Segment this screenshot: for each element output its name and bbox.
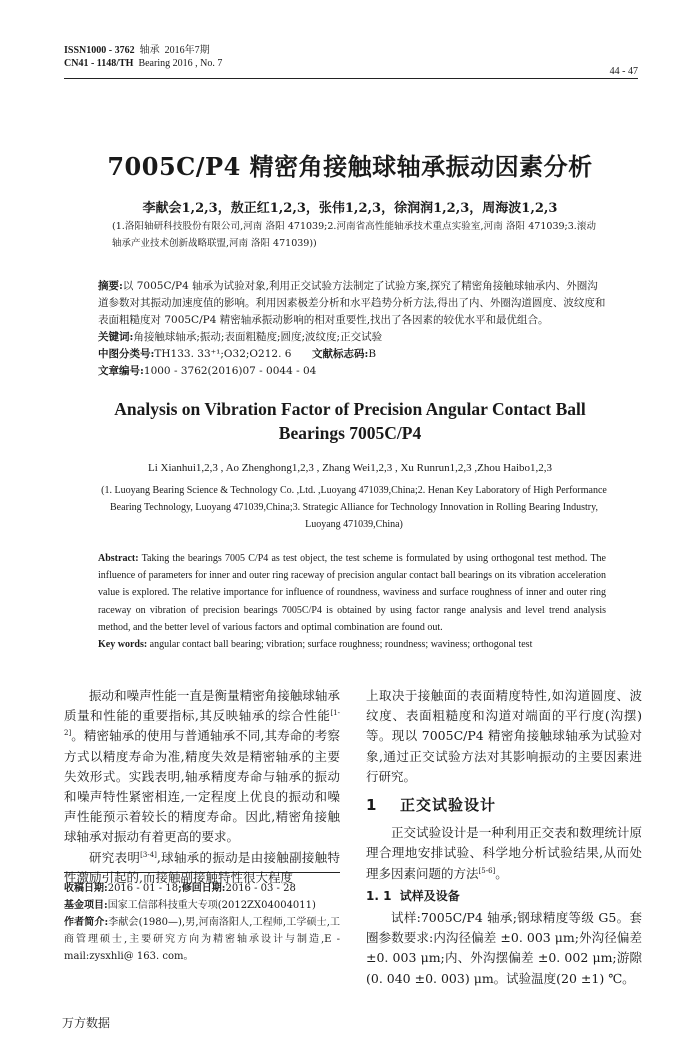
- intro-p2-text-a: 研究表明: [89, 849, 141, 865]
- intro-paragraph-1: [64, 686, 340, 848]
- title-en: Analysis on Vibration Factor of Precision Angular Contact Ball Bearings 7005C/P4: [114, 399, 586, 443]
- abstract-en-text: Taking the bearings 7005 C/P4 as test object, the test scheme is formulated by using orthogonal test method. The influence of parameters for inner and outer ring raceway of precision angular contact ball bearings on its vibration acceleration value is explored. The relative importance for influence of roundness, waviness and surface roughness of inner and outer ring raceway on vibration of precision bearings 7005C/P4 is obtained by using factor range analysis and level trend analysis method, and the better level of various factors and optimal combination are found out.: [98, 553, 606, 633]
- author-bio-label: 作者简介:: [64, 917, 109, 928]
- subsection-title: 试样及设备: [399, 888, 460, 903]
- specimen-paragraph: 试样:7005C/P4 轴承;钢球精度等级 G5。套圈参数要求:内沟径偏差 ±0. 003 μm;外沟径偏差 ±0. 003 μm;内、外沟摆偏差 ±0. 002 μm;游隙(0. 040 ±0. 003) μm。试验温度(20 ±1) ℃。: [366, 910, 642, 986]
- citation-5-6: [5-6]: [478, 866, 496, 875]
- abstract-en: [98, 550, 606, 653]
- affiliations-en: (1. Luoyang Bearing Science & Technology Co. ,Ltd. ,Luoyang 471039,China;2. Henan Key Laboratory of High Performance Bearing Technology, Luoyang 471039,China;3. Strategic Alliance for Technology Innovation in Rolling Bearing Industry, Luoyang 471039,China): [101, 485, 607, 530]
- doc-code: B: [368, 348, 377, 360]
- title-cn: 7005C/P4 精密角接触球轴承振动因素分析: [107, 152, 593, 181]
- received-date: 2016 - 01 - 18: [107, 883, 179, 894]
- abstract-cn-text: 以 7005C/P4 轴承为试验对象,利用正交试验方法制定了试验方案,探究了精密角接触球轴承内、外圈沟道参数对其振动加速度值的影响。利用因素极差分析和水平趋势分析方法,得出了内、外圈沟道圆度、波纹度和表面粗糙度对 7005C/P4 精密轴承振动影响的相对重要性,找出了各因素的较优水平和最优组合。: [98, 280, 606, 326]
- keywords-cn-label: 关键词:: [98, 331, 134, 343]
- section-heading-1: [366, 795, 642, 815]
- header-rule: [64, 78, 638, 79]
- subsection-number: 1. 1: [366, 888, 392, 903]
- article-number: 1000 - 3762(2016)07 - 0044 - 04: [143, 365, 317, 377]
- clc-number: TH133. 33⁺¹;O32;O212. 6: [154, 348, 292, 360]
- footnote: [64, 880, 340, 965]
- journal-name-cn: 轴承: [139, 45, 160, 56]
- keywords-en: angular contact ball bearing; vibration; surface roughness; roundness; waviness; orthogonal test: [149, 639, 533, 651]
- clc-label: 中图分类号:: [98, 348, 155, 360]
- journal-header: [64, 44, 222, 70]
- intro-paragraph-continued: 上取决于接触面的表面精度特性,如沟道圆度、波纹度、表面粗糙度和沟道对端面的平行度(沟摆)等。现以 7005C/P4 精密角接触球轴承为试验对象,通过正交试验方法对其影响振动的主要因素进行研究。: [366, 688, 642, 784]
- author-bio: 李献会(1980—),男,河南洛阳人,工程师,工学硕士,工商管理硕士,主要研究方向为精密轴承设计与制造,E - mail:zysxhli@ 163. com。: [64, 917, 340, 962]
- intro-p1-text-b: 。精密轴承的使用与普通轴承不同,其寿命的考察方式以精度寿命为准,精度失效是精密轴承的主要失效形式。实践表明,轴承精度寿命与轴承的振动和噪声特性紧密相连,一定程度上优良的振动和噪声性能预示着较长的精度寿命。因此,精密角接触球轴承对振动有着更高的要求。: [64, 728, 340, 845]
- section-number: 1: [366, 796, 378, 815]
- issn: ISSN1000 - 3762: [64, 45, 135, 56]
- received-label: 收稿日期:: [64, 883, 108, 894]
- citation-1-2: [1-2]: [64, 709, 340, 738]
- keywords-en-label: Key words:: [98, 639, 148, 651]
- wanfang-watermark: 万方数据: [62, 1016, 111, 1030]
- fund-label: 基金项目:: [64, 900, 108, 911]
- abstract-en-label: Abstract:: [98, 553, 139, 564]
- body-left-column: [64, 686, 340, 888]
- intro-p1-text-a: 振动和噪声性能一直是衡量精密角接触球轴承质量和性能的重要指标,其反映轴承的综合性能: [64, 688, 340, 724]
- section-1-text-a: 正交试验设计是一种利用正交表和数理统计原理合理地安排试验、科学地分析试验结果,从而处理多因素问题的方法: [366, 825, 642, 881]
- page-range: 44 - 47: [609, 66, 638, 77]
- section-1-paragraph: [366, 823, 642, 884]
- cn-number: CN41 - 1148/TH: [64, 58, 134, 69]
- revised-label: ;修回日期:: [178, 883, 226, 894]
- revised-date: 2016 - 03 - 28: [225, 883, 296, 894]
- article-no-label: 文章编号:: [98, 365, 144, 377]
- issue-date-cn: 2016年7期: [164, 45, 210, 56]
- section-title: 正交试验设计: [400, 796, 497, 815]
- footnote-rule: [64, 872, 340, 873]
- keywords-cn: 角接触球轴承;振动;表面粗糙度;圆度;波纹度;正交试验: [133, 331, 383, 343]
- body-right-column: [366, 686, 642, 989]
- affiliations-cn: (1.洛阳轴研科技股份有限公司,河南 洛阳 471039;2.河南省高性能轴承技术重点实验室,河南 洛阳 471039;3.滚动轴承产业技术创新战略联盟,河南 洛阳 471039)): [112, 221, 596, 249]
- citation-3-4: [3-4]: [140, 850, 157, 859]
- journal-name-en: Bearing 2016 , No. 7: [138, 58, 223, 69]
- intro-p2-text-b: ,球轴承的振动是由接触副接触特性激励引起的,而接触副接触特性很大程度: [64, 849, 340, 885]
- doc-code-label: 文献标志码:: [312, 348, 369, 360]
- authors-cn: 李献会1,2,3，敖正红1,2,3，张伟1,2,3，徐润润1,2,3，周海波1,2,3: [142, 201, 558, 216]
- authors-en: Li Xianhui1,2,3 , Ao Zhenghong1,2,3 , Zhang Wei1,2,3 , Xu Runrun1,2,3 ,Zhou Haibo1,2,3: [147, 462, 553, 474]
- abstract-cn: [98, 278, 606, 380]
- subsection-heading-1-1: [366, 886, 642, 906]
- abstract-cn-label: 摘要:: [98, 280, 123, 292]
- section-1-text-b: 。: [495, 865, 508, 881]
- fund-text: 国家工信部科技重大专项(2012ZX04004011): [107, 900, 316, 911]
